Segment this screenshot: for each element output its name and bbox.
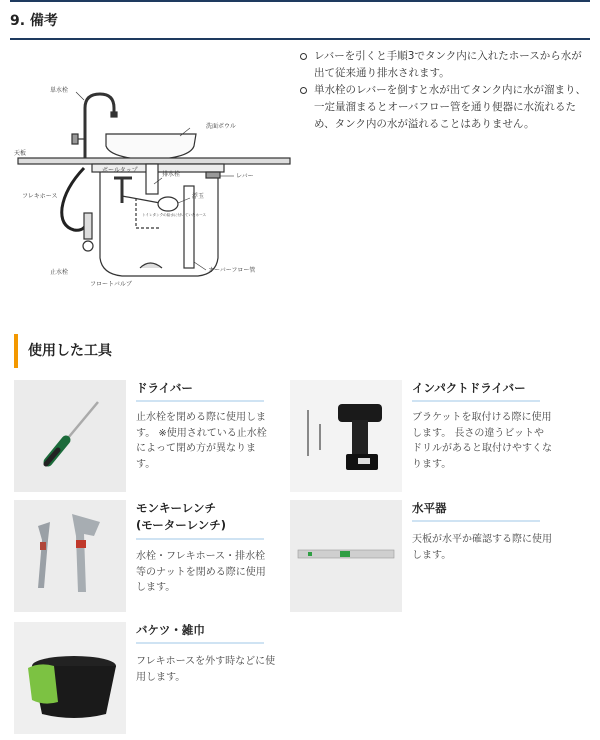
label-float-valve: フロートバルブ [90, 281, 132, 288]
label-stop-valve: 止水栓 [50, 269, 69, 276]
tool-name-underline [136, 642, 264, 644]
tool-name-underline [136, 538, 264, 540]
label-ball-tap: ボールタップ [102, 167, 138, 174]
tool-desc: 止水栓を閉める際に使用します。 ※使用されている止水栓によって閉め方が異なります。 [136, 412, 267, 470]
tool-name: インパクトドライバー [412, 381, 526, 395]
label-flex-hose: フレキホース [22, 193, 58, 200]
screwdriver-image [14, 380, 126, 492]
tool-name-underline [136, 400, 264, 402]
bucket-image [14, 622, 126, 734]
tool-desc: 天板が水平か確認する際に使用します。 [412, 534, 552, 561]
label-tank-hose: トイレタンクの給水に付いていたホース [142, 213, 207, 217]
tool-name: バケツ・雑巾 [136, 623, 205, 637]
tool-desc: 水栓・フレキホース・排水栓等のナットを閉める際に使用します。 [136, 551, 266, 593]
section-title-rule [10, 38, 590, 40]
label-overflow: オーバーフロー管 [208, 267, 256, 274]
tools-heading: 使用した工具 [14, 334, 112, 368]
tool-desc: フレキホースを外す時などに使用します。 [136, 656, 276, 683]
tool-name: 水平器 [412, 501, 447, 515]
tool-name [136, 500, 226, 534]
level-image [290, 500, 402, 612]
section-title: 9. 備考 [10, 13, 58, 29]
label-lever: レバー [236, 173, 254, 180]
notes-list [298, 48, 588, 133]
tool-name-underline [412, 400, 540, 402]
tool-desc: ブラケットを取付ける際に使用します。 長さの違うビットやドリルがあると取付けやすくなります。 [412, 412, 552, 470]
impact-driver-image [290, 380, 402, 492]
label-float: 浮玉 [192, 193, 205, 200]
top-border [10, 0, 590, 2]
label-counter: 天板 [14, 150, 27, 157]
tool-name-underline [412, 520, 540, 522]
note-item: レバーを引くと手順3でタンク内に入れたホースから水が出て従来通り排水されます。 [298, 48, 588, 82]
label-bowl: 洗面ボウル [206, 123, 236, 130]
wrench-image [14, 500, 126, 612]
tool-name-line: (モーターレンチ) [136, 518, 227, 532]
note-item: 単水栓のレバーを倒すと水が出てタンク内に水が溜まり、一定量溜まるとオーバフロー管を通り便器に水流れるため、タンク内の水が溢れることはありません。 [298, 82, 588, 133]
label-drain: 排水栓 [162, 171, 181, 178]
label-faucet: 単水栓 [50, 87, 69, 94]
tool-name-line: モンキーレンチ [136, 501, 216, 515]
tool-name: ドライバー [136, 381, 193, 395]
diagram-drawing [18, 92, 290, 276]
plumbing-diagram [10, 48, 295, 293]
